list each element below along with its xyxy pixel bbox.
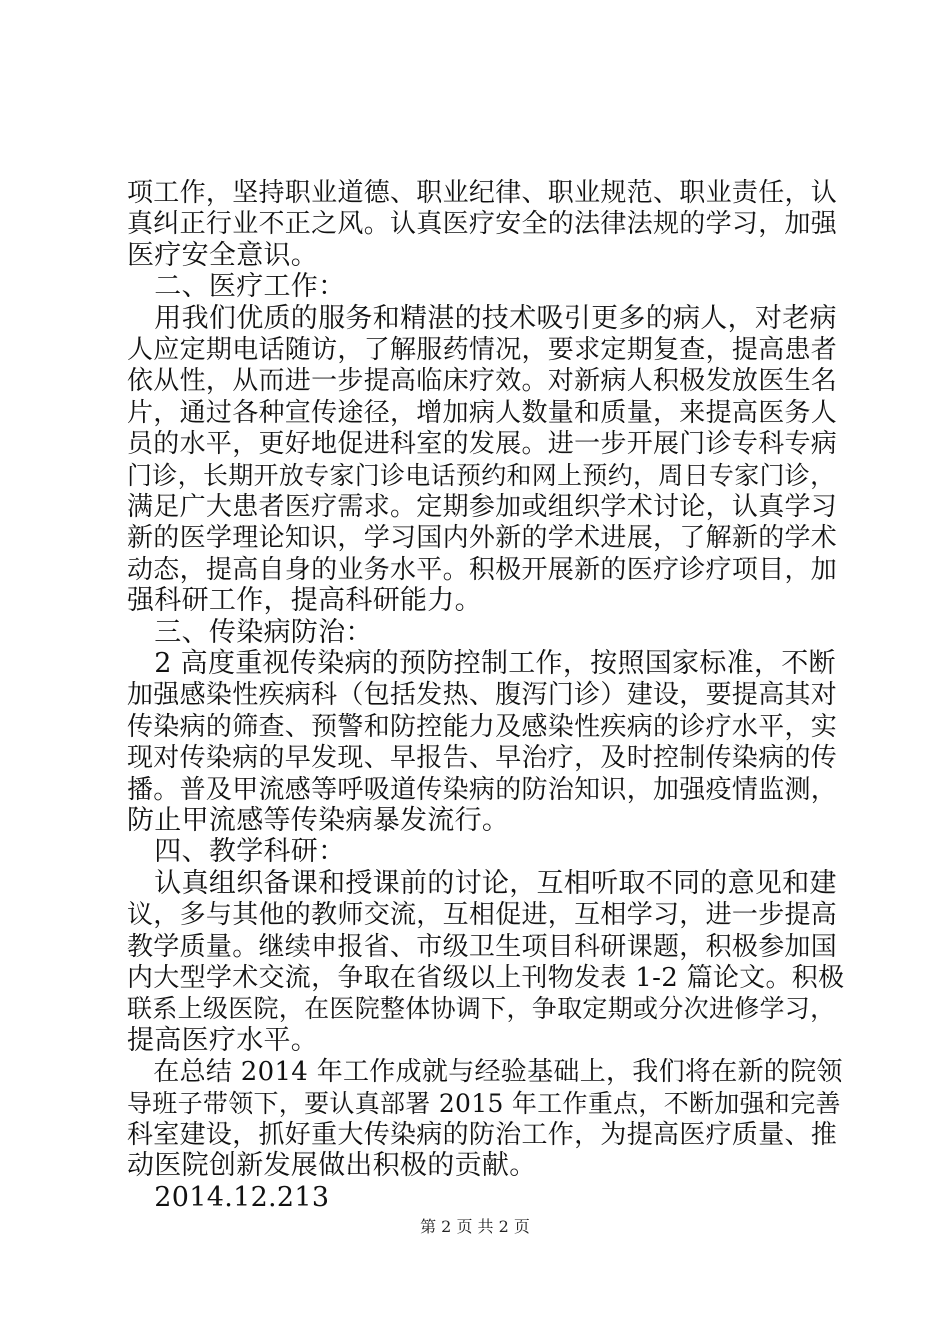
text-line: 议，多与其他的教师交流，互相促进，互相学习，进一步提高 — [127, 900, 838, 930]
text-line: 认真组织备课和授课前的讨论，互相听取不同的意见和建 — [127, 868, 837, 899]
text-line: 加强感染性疾病科（包括发热、腹泻门诊）建设，要提高其对 — [127, 680, 838, 710]
page-footer: 第 2 页 共 2 页 — [420, 1217, 530, 1236]
text-line: 四、教学科研： — [127, 836, 346, 867]
text-line: 传染病的筛查、预警和防控能力及感染性疾病的诊疗水平，实 — [127, 712, 838, 742]
text-line: 现对传染病的早发现、早报告、早治疗，及时控制传染病的传 — [127, 743, 838, 773]
text-line: 播。普及甲流感等呼吸道传染病的防治知识，加强疫情监测， — [127, 775, 838, 805]
text-line: 门诊，长期开放专家门诊电话预约和网上预约，周日专家门诊， — [127, 461, 836, 490]
text-line: 员的水平，更好地促进科室的发展。进一步开展门诊专科专病 — [127, 429, 838, 459]
text-line: 三、传染病防治： — [127, 617, 373, 648]
text-line: 二、医疗工作： — [127, 271, 346, 302]
text-line: 真纠正行业不正之风。认真医疗安全的法律法规的学习，加强 — [127, 209, 838, 239]
text-line: 依从性，从而进一步提高临床疗效。对新病人积极发放医生名 — [127, 366, 838, 396]
text-line: 人应定期电话随访，了解服药情况，要求定期复查，提高患者 — [127, 335, 838, 365]
text-line: 2014.12.213 — [127, 1182, 330, 1213]
text-line: 项工作，坚持职业道德、职业纪律、职业规范、职业责任，认 — [127, 178, 838, 208]
text-line: 内大型学术交流，争取在省级以上刊物发表 1-2 篇论文。积极 — [127, 963, 845, 993]
text-line: 科室建设，抓好重大传染病的防治工作，为提高医疗质量、推 — [127, 1120, 838, 1150]
text-line: 医疗安全意识。 — [127, 240, 319, 271]
text-line: 新的医学理论知识，学习国内外新的学术进展，了解新的学术 — [127, 523, 838, 553]
text-line: 在总结 2014 年工作成就与经验基础上，我们将在新的院领 — [127, 1057, 843, 1087]
text-line: 片，通过各种宣传途径，增加病人数量和质量，来提高医务人 — [127, 398, 838, 428]
text-line: 满足广大患者医疗需求。定期参加或组织学术讨论，认真学习 — [127, 492, 838, 522]
text-line: 导班子带领下，要认真部署 2015 年工作重点，不断加强和完善 — [127, 1089, 841, 1118]
text-line: 教学质量。继续申报省、市级卫生项目科研课题，积极参加国 — [127, 932, 838, 962]
text-line: 防止甲流感等传染病暴发流行。 — [127, 805, 510, 836]
text-line: 联系上级医院，在医院整体协调下，争取定期或分次进修学习， — [127, 994, 836, 1023]
text-line: 动医院创新发展做出积极的贡献。 — [127, 1150, 537, 1181]
text-line: 用我们优质的服务和精湛的技术吸引更多的病人，对老病 — [127, 303, 837, 334]
text-line: 动态，提高自身的业务水平。积极开展新的医疗诊疗项目，加 — [127, 555, 838, 585]
text-line: 提高医疗水平。 — [127, 1025, 319, 1056]
text-line: 强科研工作，提高科研能力。 — [127, 585, 482, 616]
text-line: 2 高度重视传染病的预防控制工作，按照国家标准，不断 — [127, 648, 836, 679]
